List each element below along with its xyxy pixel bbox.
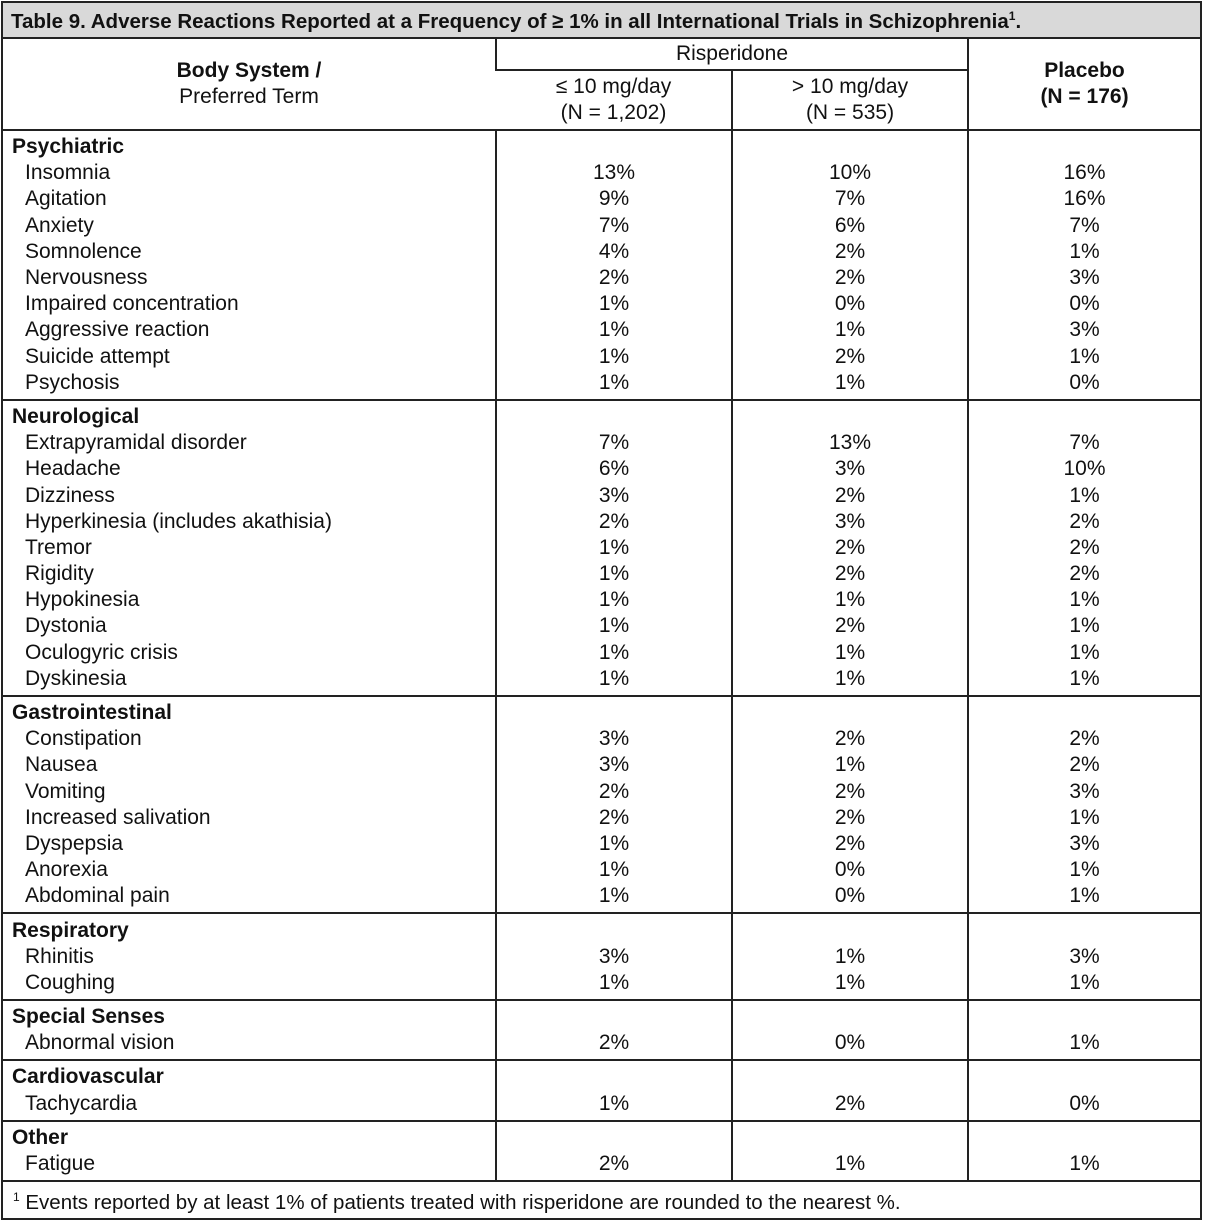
preferred-term-cell: Aggressive reaction — [25, 318, 210, 342]
table-title-text: Table 9. Adverse Reactions Reported at a Frequency of ≥ 1% in all International Trials in Schizophrenia — [11, 9, 1009, 33]
preferred-term-cell: Suicide attempt — [25, 344, 170, 368]
header-placebo-n: (N = 176) — [1040, 85, 1129, 108]
high-dose-cell: 1% — [732, 587, 968, 613]
low-dose-cell: 1% — [496, 857, 732, 883]
header-low-dose-n: (N = 1,202) — [560, 101, 667, 124]
table-row — [3, 640, 1200, 666]
table-row — [3, 317, 1200, 343]
group-header-row — [3, 913, 1200, 943]
high-dose-cell: 1% — [732, 970, 968, 1000]
table-row — [3, 944, 1200, 970]
preferred-term-cell: Somnolence — [25, 239, 142, 263]
table-row — [3, 186, 1200, 212]
preferred-term-cell: Abdominal pain — [3, 883, 496, 913]
placebo-cell: 0% — [968, 1091, 1200, 1121]
preferred-term-cell: Oculogyric crisis — [25, 640, 178, 664]
table-row — [3, 1091, 1200, 1121]
high-dose-cell: 0% — [732, 291, 968, 317]
table-row — [3, 344, 1200, 370]
preferred-term-cell: Dyspepsia — [25, 831, 124, 855]
high-dose-cell: 1% — [732, 370, 968, 400]
placebo-cell: 1% — [968, 805, 1200, 831]
low-dose-cell: 2% — [496, 1030, 732, 1060]
preferred-term-cell: Insomnia — [25, 161, 111, 185]
high-dose-cell: 2% — [732, 265, 968, 291]
low-dose-cell: 1% — [496, 666, 732, 696]
placebo-cell: 2% — [968, 726, 1200, 752]
title-footnote-marker: 1 — [1008, 8, 1016, 23]
placebo-cell: 1% — [968, 970, 1200, 1000]
preferred-term-cell: Psychosis — [3, 370, 496, 400]
placebo-cell: 1% — [968, 613, 1200, 639]
table-row — [3, 970, 1200, 1000]
group-header-row — [3, 1121, 1200, 1151]
empty-cell — [496, 696, 732, 726]
low-dose-cell: 3% — [496, 944, 732, 970]
low-dose-cell: 2% — [496, 805, 732, 831]
low-dose-cell: 1% — [496, 370, 732, 400]
empty-cell — [968, 130, 1200, 160]
low-dose-cell: 2% — [496, 509, 732, 535]
high-dose-cell: 1% — [732, 317, 968, 343]
preferred-term-cell: Headache — [25, 457, 121, 481]
low-dose-cell: 7% — [496, 430, 732, 456]
footnote-marker: 1 — [13, 1190, 20, 1205]
adverse-reactions-table — [3, 3, 1200, 1218]
group-header-row — [3, 1000, 1200, 1030]
high-dose-cell: 1% — [732, 752, 968, 778]
placebo-cell: 7% — [968, 430, 1200, 456]
header-high-dose-label: > 10 mg/day — [791, 75, 909, 98]
preferred-term-cell: Tachycardia — [3, 1091, 496, 1121]
high-dose-cell: 0% — [732, 883, 968, 913]
placebo-cell: 1% — [968, 344, 1200, 370]
header-placebo-label: Placebo — [1044, 59, 1125, 82]
high-dose-cell: 2% — [732, 726, 968, 752]
table-row — [3, 805, 1200, 831]
high-dose-cell: 2% — [732, 613, 968, 639]
preferred-term-cell: Hypokinesia — [25, 588, 140, 612]
high-dose-cell: 2% — [732, 831, 968, 857]
body-system-name: Special Senses — [12, 1005, 165, 1029]
preferred-term-cell: Coughing — [3, 970, 496, 1000]
preferred-term-cell: Dyskinesia — [3, 666, 496, 696]
placebo-cell: 3% — [968, 831, 1200, 857]
table-row — [3, 265, 1200, 291]
empty-cell — [732, 1121, 968, 1151]
low-dose-cell: 1% — [496, 561, 732, 587]
preferred-term-cell: Nausea — [25, 753, 98, 777]
table-row — [3, 561, 1200, 587]
header-high-dose-n: (N = 535) — [805, 101, 895, 124]
placebo-cell: 2% — [968, 509, 1200, 535]
high-dose-cell: 0% — [732, 857, 968, 883]
footnote-text: Events reported by at least 1% of patients treated with risperidone are rounded to the nearest %. — [19, 1190, 901, 1214]
header-body-system-label: Body System / — [176, 59, 322, 82]
preferred-term-cell: Rigidity — [25, 562, 94, 586]
low-dose-cell: 1% — [496, 535, 732, 561]
preferred-term-cell: Vomiting — [25, 779, 106, 803]
low-dose-cell: 2% — [496, 779, 732, 805]
high-dose-cell: 2% — [732, 344, 968, 370]
group-header-row — [3, 400, 1200, 430]
placebo-cell: 1% — [968, 239, 1200, 265]
low-dose-cell: 4% — [496, 239, 732, 265]
low-dose-cell: 1% — [496, 587, 732, 613]
high-dose-cell: 10% — [732, 160, 968, 186]
high-dose-cell: 3% — [732, 509, 968, 535]
placebo-cell: 7% — [968, 213, 1200, 239]
high-dose-cell: 2% — [732, 561, 968, 587]
preferred-term-cell: Extrapyramidal disorder — [25, 431, 247, 455]
high-dose-cell: 0% — [732, 1030, 968, 1060]
table-row — [3, 587, 1200, 613]
preferred-term-cell: Impaired concentration — [25, 292, 239, 316]
low-dose-cell: 1% — [496, 883, 732, 913]
placebo-cell: 2% — [968, 535, 1200, 561]
placebo-cell: 0% — [968, 291, 1200, 317]
low-dose-cell: 7% — [496, 213, 732, 239]
body-system-name: Other — [12, 1125, 69, 1149]
high-dose-cell: 1% — [732, 640, 968, 666]
preferred-term-cell: Anxiety — [25, 213, 94, 237]
adverse-reactions-table-document — [1, 1, 1202, 1220]
preferred-term-cell: Constipation — [25, 727, 142, 751]
table-row — [3, 779, 1200, 805]
preferred-term-cell: Hyperkinesia (includes akathisia) — [25, 509, 332, 533]
placebo-cell: 2% — [968, 752, 1200, 778]
low-dose-cell: 3% — [496, 752, 732, 778]
preferred-term-cell: Rhinitis — [25, 944, 94, 968]
empty-cell — [968, 696, 1200, 726]
header-low-dose — [496, 70, 732, 130]
table-row — [3, 613, 1200, 639]
empty-cell — [496, 1060, 732, 1090]
high-dose-cell: 2% — [732, 535, 968, 561]
table-row — [3, 160, 1200, 186]
table-row — [3, 831, 1200, 857]
low-dose-cell: 2% — [496, 265, 732, 291]
group-header-row — [3, 1060, 1200, 1090]
placebo-cell: 16% — [968, 160, 1200, 186]
placebo-cell: 1% — [968, 640, 1200, 666]
header-risperidone: Risperidone — [496, 38, 968, 70]
table-row — [3, 430, 1200, 456]
high-dose-cell: 2% — [732, 482, 968, 508]
body-system-name: Cardiovascular — [12, 1065, 164, 1089]
table-row — [3, 752, 1200, 778]
preferred-term-cell: Nervousness — [25, 266, 148, 290]
table-row — [3, 213, 1200, 239]
placebo-cell: 3% — [968, 944, 1200, 970]
preferred-term-cell: Anorexia — [25, 858, 108, 882]
preferred-term-cell: Fatigue — [3, 1151, 496, 1181]
placebo-cell: 3% — [968, 317, 1200, 343]
group-header-row — [3, 130, 1200, 160]
empty-cell — [968, 913, 1200, 943]
low-dose-cell: 1% — [496, 317, 732, 343]
table-row — [3, 456, 1200, 482]
empty-cell — [496, 913, 732, 943]
empty-cell — [732, 400, 968, 430]
table-row — [3, 883, 1200, 913]
low-dose-cell: 1% — [496, 291, 732, 317]
group-header-row — [3, 696, 1200, 726]
empty-cell — [496, 1121, 732, 1151]
preferred-term-cell: Dystonia — [25, 614, 107, 638]
preferred-term-cell: Dizziness — [25, 483, 115, 507]
table-row — [3, 666, 1200, 696]
header-placebo — [968, 38, 1200, 130]
table-row — [3, 857, 1200, 883]
header-body-system — [3, 38, 496, 130]
empty-cell — [732, 696, 968, 726]
high-dose-cell: 2% — [732, 1091, 968, 1121]
high-dose-cell: 3% — [732, 456, 968, 482]
empty-cell — [732, 1000, 968, 1030]
high-dose-cell: 1% — [732, 666, 968, 696]
low-dose-cell: 1% — [496, 1091, 732, 1121]
high-dose-cell: 13% — [732, 430, 968, 456]
table-title — [3, 3, 1200, 38]
empty-cell — [968, 1060, 1200, 1090]
body-system-name: Neurological — [12, 404, 140, 428]
table-row — [3, 1030, 1200, 1060]
low-dose-cell: 13% — [496, 160, 732, 186]
preferred-term-cell: Increased salivation — [25, 805, 211, 829]
placebo-cell: 1% — [968, 587, 1200, 613]
table-row — [3, 482, 1200, 508]
header-high-dose — [732, 70, 968, 130]
empty-cell — [968, 400, 1200, 430]
high-dose-cell: 6% — [732, 213, 968, 239]
placebo-cell: 2% — [968, 561, 1200, 587]
low-dose-cell: 1% — [496, 831, 732, 857]
empty-cell — [968, 1000, 1200, 1030]
table-row — [3, 509, 1200, 535]
empty-cell — [496, 400, 732, 430]
high-dose-cell: 2% — [732, 779, 968, 805]
empty-cell — [496, 130, 732, 160]
title-period: . — [1015, 9, 1022, 33]
low-dose-cell: 1% — [496, 344, 732, 370]
high-dose-cell: 1% — [732, 1151, 968, 1181]
empty-cell — [732, 913, 968, 943]
table-row — [3, 370, 1200, 400]
table-row — [3, 239, 1200, 265]
placebo-cell: 3% — [968, 265, 1200, 291]
table-body — [3, 130, 1200, 1181]
low-dose-cell: 1% — [496, 613, 732, 639]
preferred-term-cell: Tremor — [25, 535, 92, 559]
placebo-cell: 1% — [968, 857, 1200, 883]
table-row — [3, 726, 1200, 752]
table-row — [3, 291, 1200, 317]
header-low-dose-label: ≤ 10 mg/day — [555, 75, 672, 98]
high-dose-cell: 7% — [732, 186, 968, 212]
low-dose-cell: 3% — [496, 726, 732, 752]
table-footnote — [3, 1181, 1200, 1218]
placebo-cell: 16% — [968, 186, 1200, 212]
low-dose-cell: 1% — [496, 640, 732, 666]
placebo-cell: 1% — [968, 1151, 1200, 1181]
low-dose-cell: 9% — [496, 186, 732, 212]
body-system-name: Psychiatric — [12, 135, 125, 159]
table-row — [3, 535, 1200, 561]
placebo-cell: 1% — [968, 883, 1200, 913]
body-system-name: Respiratory — [12, 918, 129, 942]
high-dose-cell: 1% — [732, 944, 968, 970]
empty-cell — [496, 1000, 732, 1030]
preferred-term-cell: Abnormal vision — [3, 1030, 496, 1060]
preferred-term-cell: Agitation — [25, 187, 107, 211]
low-dose-cell: 6% — [496, 456, 732, 482]
empty-cell — [732, 1060, 968, 1090]
low-dose-cell: 1% — [496, 970, 732, 1000]
placebo-cell: 1% — [968, 1030, 1200, 1060]
placebo-cell: 1% — [968, 482, 1200, 508]
low-dose-cell: 2% — [496, 1151, 732, 1181]
high-dose-cell: 2% — [732, 805, 968, 831]
placebo-cell: 10% — [968, 456, 1200, 482]
placebo-cell: 1% — [968, 666, 1200, 696]
header-preferred-term-label: Preferred Term — [179, 85, 319, 108]
placebo-cell: 0% — [968, 370, 1200, 400]
body-system-name: Gastrointestinal — [12, 701, 172, 725]
placebo-cell: 3% — [968, 779, 1200, 805]
empty-cell — [968, 1121, 1200, 1151]
low-dose-cell: 3% — [496, 482, 732, 508]
table-row — [3, 1151, 1200, 1181]
high-dose-cell: 2% — [732, 239, 968, 265]
empty-cell — [732, 130, 968, 160]
